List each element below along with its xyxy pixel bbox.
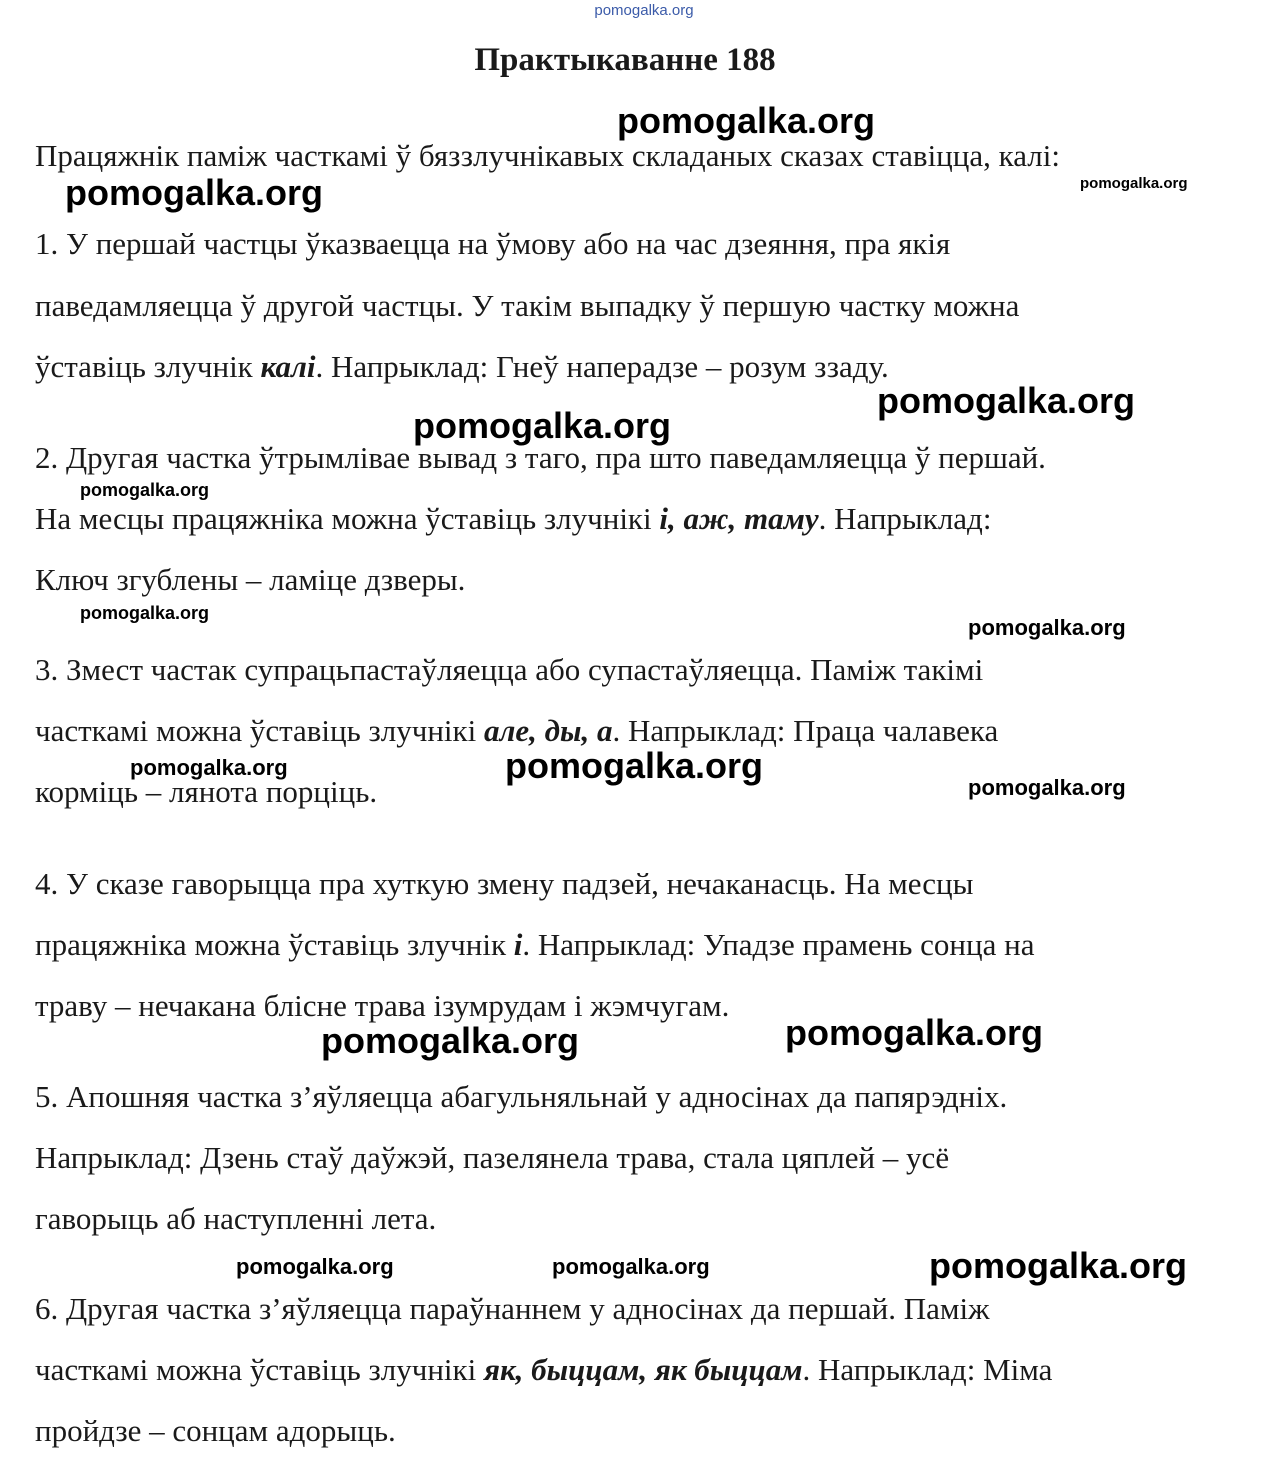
watermark: pomogalka.org [785, 1012, 1044, 1053]
text-segment: часткамі можна ўставіць злучнікі [35, 1352, 484, 1387]
intro-text: Працяжнік паміж часткамі ў бяззлучнікавых складаных сказах ставіцца, калі: [35, 138, 1060, 173]
rule-6-line-2 [35, 1352, 1052, 1388]
page-title: Практыкаванне 188 [474, 42, 776, 78]
rule-3-line-1: 3. Змест частак супрацьпастаўляецца або супастаўляецца. Паміж такімі [35, 652, 984, 687]
text-segment: . Напрыклад: Гнеў наперадзе – розум ззаду. [315, 349, 889, 384]
conjunction-bold: як, быццам, як быццам [483, 1352, 803, 1387]
rule-5-line-3: гаворыць аб наступленні лета. [35, 1201, 437, 1236]
watermark: pomogalka.org [552, 1254, 710, 1279]
rule-2-line-1: 2. Другая частка ўтрымлівае вывад з таго, пра што паведамляецца ў першай. [35, 440, 1046, 475]
text-segment: . Напрыклад: Праца чалавека [612, 713, 999, 748]
rule-4-line-3: траву – нечакана бліснe трава ізумрудам і жэмчугам. [35, 988, 730, 1023]
rule-6-line-3: пройдзе – сонцам адорыць. [35, 1413, 396, 1448]
text-segment: . Напрыклад: Упадзе прамень сонца на [522, 927, 1035, 962]
rule-1-line-2: паведамляецца ў другой частцы. У такім выпадку ў першую частку можна [35, 288, 1020, 323]
rule-4-line-1: 4. У сказе гаворыцца пра хуткую змену падзей, нечаканасць. На месцы [35, 866, 974, 901]
rule-3-line-3: корміць – лянота порціць. [35, 774, 378, 809]
text-segment: На месцы працяжніка можна ўставіць злучнікі [35, 501, 660, 536]
text-segment: ўставіць злучнік [35, 349, 261, 384]
rule-2-line-2 [35, 501, 991, 537]
watermark: pomogalka.org [968, 615, 1126, 640]
watermark: pomogalka.org [130, 755, 288, 780]
watermark: pomogalka.org [80, 603, 210, 623]
watermark: pomogalka.org [65, 172, 324, 213]
watermark: pomogalka.org [929, 1245, 1188, 1286]
conjunction-bold: і, аж, таму [659, 501, 819, 536]
watermark: pomogalka.org [80, 480, 210, 500]
watermark: pomogalka.org [413, 405, 672, 446]
rule-4-line-2 [35, 927, 1034, 963]
text-segment: . Напрыклад: [818, 501, 992, 536]
rule-1-line-3 [35, 349, 889, 385]
watermark: pomogalka.org [968, 775, 1126, 800]
rule-5-line-1: 5. Апошняя частка з’яўляецца абагульняльнай у адносінах да папярэдніх. [35, 1079, 1008, 1114]
watermark: pomogalka.org [236, 1254, 394, 1279]
text-segment: працяжніка можна ўставіць злучнік [35, 927, 514, 962]
rule-5-line-2: Напрыклад: Дзень стаў даўжэй, пазелянела трава, стала цяплей – усё [35, 1140, 950, 1175]
watermark: pomogalka.org [877, 380, 1136, 421]
watermark: pomogalka.org [1080, 175, 1188, 192]
conjunction-bold: калі [260, 349, 316, 384]
text-segment: . Напрыклад: Міма [802, 1352, 1053, 1387]
rule-6-line-1: 6. Другая частка з’яўляецца параўнаннем у адносінах да першай. Паміж [35, 1291, 990, 1326]
text-segment: часткамі можна ўставіць злучнікі [35, 713, 484, 748]
watermark: pomogalka.org [617, 100, 876, 141]
rule-2-line-3: Ключ згублены – ламіце дзверы. [35, 562, 466, 597]
watermark: pomogalka.org [505, 745, 764, 786]
conjunction-bold: але, ды, а [483, 713, 613, 748]
site-link[interactable]: pomogalka.org [594, 2, 694, 19]
watermark: pomogalka.org [321, 1020, 580, 1061]
rule-1-line-1: 1. У першай частцы ўказваецца на ўмову або на час дзеяння, пра якія [35, 226, 951, 261]
rule-3-line-2 [35, 713, 998, 749]
conjunction-bold: і [513, 927, 523, 962]
